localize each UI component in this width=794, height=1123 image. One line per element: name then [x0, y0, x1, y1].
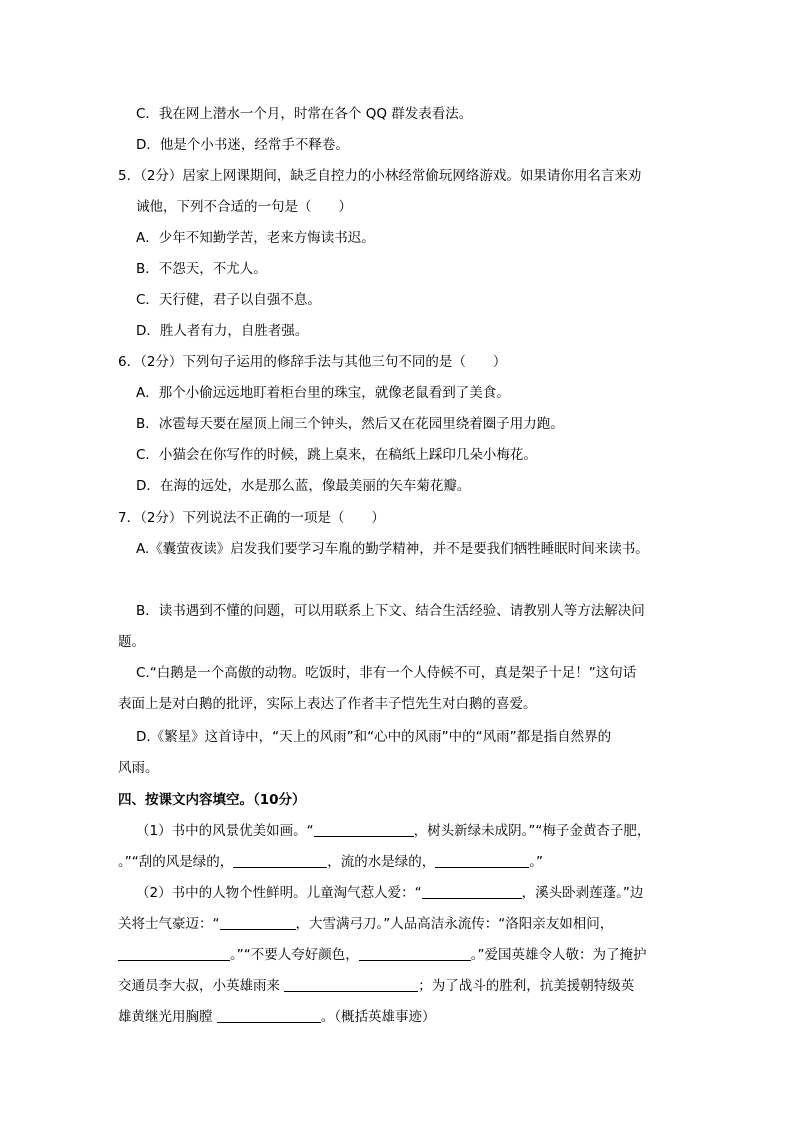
fill-text: ，流的水是绿的， [327, 854, 436, 870]
fill-text: 。（概括英雄事迹） [320, 1009, 436, 1025]
fill-line-7 [118, 1007, 436, 1027]
q4-option-d: D．他是个小书迷，经常手不释卷。 [136, 137, 349, 153]
fill-text: （1）书中的风景优美如画。“ [136, 823, 314, 839]
q6-option-a: A．那个小偷远远地盯着柜台里的珠宝，就像老鼠看到了美食。 [136, 385, 510, 401]
fill-line-2 [118, 852, 543, 872]
fill-text: 。” [529, 854, 543, 870]
answer-blank[interactable] [233, 853, 327, 868]
section-heading: 四、按课文内容填空。（10分） [118, 792, 306, 808]
q6-option-c: C．小猫会在你写作的时候，跳上桌来，在稿纸上踩印几朵小梅花。 [136, 447, 537, 463]
q7-option-c: C.“白鹅是一个高傲的动物。吃饭时，非有一个人侍候不可，真是架子十足！”这句话 [136, 665, 637, 681]
q7-option-c-cont: 表面上是对白鹅的批评，实际上表达了作者丰子恺先生对白鹅的喜爱。 [118, 696, 537, 712]
q7-option-b-cont: 题。 [118, 634, 145, 650]
answer-blank[interactable] [220, 915, 296, 930]
q5-stem: 5．（2分）居家上网课期间，缺乏自控力的小林经常偷玩网络游戏。如果请你用名言来劝 [118, 168, 642, 184]
fill-text: 。”“刮的风是绿的， [118, 854, 234, 870]
answer-blank[interactable] [359, 946, 471, 961]
answer-blank[interactable] [422, 884, 522, 899]
q5-option-b: B．不怨天，不尤人。 [136, 261, 267, 277]
fill-text: ；为了战斗的胜利，抗美援朝特级英 [418, 978, 635, 994]
fill-text: 。”“不要人夸好颜色， [230, 947, 359, 963]
fill-line-1 [136, 821, 650, 841]
q6-stem: 6．（2分）下列句子运用的修辞手法与其他三句不同的是（ ） [118, 354, 507, 370]
fill-text: ，大雪满弓刀。”人品高洁永流传：“洛阳亲友如相问， [295, 916, 614, 932]
fill-text: ，树头新绿未成阴。”“梅子金黄杏子肥， [413, 823, 651, 839]
q7-option-b: B．读书遇到不懂的问题，可以用联系上下文、结合生活经验、请教别人等方法解决问 [136, 603, 645, 619]
fill-text: （2）书中的人物个性鲜明。儿童淘气惹人爱：“ [136, 885, 422, 901]
answer-blank[interactable] [118, 946, 230, 961]
fill-text: 交通员李大叔，小英雄雨来 [118, 978, 280, 994]
fill-line-3 [136, 883, 643, 903]
q7-option-a: A.《囊萤夜读》启发我们要学习车胤的勤学精神，并不是要我们牺牲睡眠时间来读书。 [136, 541, 649, 557]
q6-option-d: D．在海的远处，水是那么蓝，像最美丽的矢车菊花瓣。 [136, 478, 471, 494]
q7-stem: 7．（2分）下列说法不正确的一项是（ ） [118, 510, 385, 526]
fill-text: 。”爱国英雄令人敬：为了掩护 [470, 947, 647, 963]
fill-line-6 [118, 976, 634, 996]
fill-line-5 [118, 945, 647, 965]
q6-option-b: B．冰雹每天要在屋顶上闹三个钟头，然后又在花园里绕着圈子用力跑。 [136, 416, 564, 432]
fill-text: 雄黄继光用胸膛 [118, 1009, 213, 1025]
answer-blank[interactable] [314, 822, 414, 837]
fill-line-4 [118, 914, 613, 934]
answer-blank[interactable] [284, 977, 418, 992]
q5-option-c: C．天行健，君子以自强不息。 [136, 292, 321, 308]
q5-option-a: A．少年不知勤学苦，老来方悔读书迟。 [136, 230, 375, 246]
answer-blank[interactable] [217, 1008, 321, 1023]
fill-text: 关将士气豪迈：“ [118, 916, 220, 932]
fill-text: ，溪头卧剥莲蓬。”边 [521, 885, 644, 901]
q5-option-d: D．胜人者有力，自胜者强。 [136, 323, 309, 339]
q7-option-d-cont: 风雨。 [118, 760, 159, 776]
q5-stem-cont: 诫他，下列不合适的一句是（ ） [136, 199, 352, 215]
q7-option-d: D.《繁星》这首诗中，“天上的风雨”和“心中的风雨”中的“风雨”都是指自然界的 [136, 729, 612, 745]
answer-blank[interactable] [435, 853, 529, 868]
q4-option-c: C．我在网上潜水一个月，时常在各个 QQ 群发表看法。 [136, 106, 473, 122]
